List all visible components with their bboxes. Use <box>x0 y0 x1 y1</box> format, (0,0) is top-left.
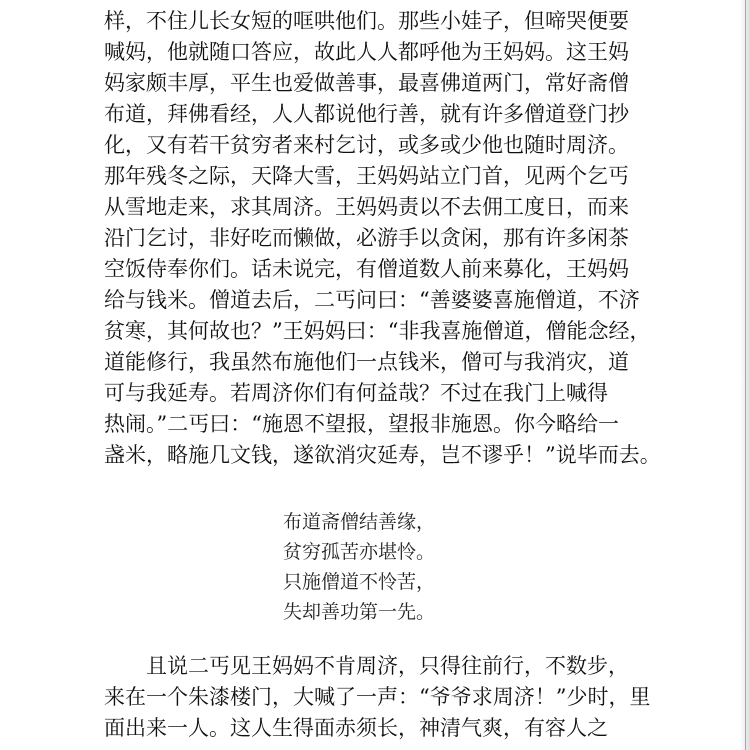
text-line: 贫寒，其何故也？”王妈妈曰：“非我喜施僧道，僧能念经， <box>104 319 651 343</box>
text-line: 可与我延寿。若周济你们有何益哉？不过在我门上喊得 <box>104 381 608 405</box>
page-edge-line <box>745 0 746 750</box>
paragraph-2 <box>104 651 651 744</box>
text-line: 且说二丐见王妈妈不肯周济，只得往前行，不数步， <box>104 654 629 678</box>
text-line: 空饭侍奉你们。话未说完，有僧道数人前来募化，王妈妈 <box>104 257 629 281</box>
text-line: 盏米，略施几文钱，遂欲消灾延寿，岂不谬乎！”说毕而去。 <box>104 443 661 467</box>
text-line: 沿门乞讨，非好吃而懒做，必游手以贪闲，那有许多闲茶 <box>104 226 629 250</box>
poem-line: 贫穷孤苦亦堪怜。 <box>283 541 436 563</box>
text-line: 化，又有若干贫穷者来村乞讨，或多或少他也随时周济。 <box>104 133 629 157</box>
text-line: 热闹。”二丐曰：“施恩不望报，望报非施恩。你今略给一 <box>104 412 619 436</box>
poem-block <box>283 507 483 627</box>
text-line: 样，不住儿长女短的哐哄他们。那些小娃子，但啼哭便要 <box>104 9 629 33</box>
text-line: 面出来一人。这人生得面赤须长，神清气爽，有容人之 <box>104 716 608 740</box>
text-line: 那年残冬之际，天降大雪，王妈妈站立门首，见两个乞丐 <box>104 164 629 188</box>
text-line: 道能修行，我虽然布施他们一点钱米，僧可与我消灾，道 <box>104 350 629 374</box>
paragraph-1 <box>104 6 661 471</box>
text-line: 给与钱米。僧道去后，二丐问曰：“善婆婆喜施僧道，不济 <box>104 288 640 312</box>
text-line: 布道，拜佛看经，人人都说他行善，就有许多僧道登门抄 <box>104 102 629 126</box>
text-line: 来在一个朱漆楼门，大喊了一声：“爷爷求周济！”少时，里 <box>104 685 651 709</box>
text-line: 妈家颇丰厚，平生也爱做善事，最喜佛道两门，常好斋僧 <box>104 71 629 95</box>
poem-line: 只施僧道不怜苦， <box>283 571 436 593</box>
text-line: 喊妈，他就随口答应，故此人人都呼他为王妈妈。这王妈 <box>104 40 629 64</box>
text-line: 从雪地走来，求其周济。王妈妈责以不去佣工度日，而来 <box>104 195 629 219</box>
poem-line: 布道斋僧结善缘， <box>283 511 436 533</box>
poem-line: 失却善功第一先。 <box>283 601 436 623</box>
